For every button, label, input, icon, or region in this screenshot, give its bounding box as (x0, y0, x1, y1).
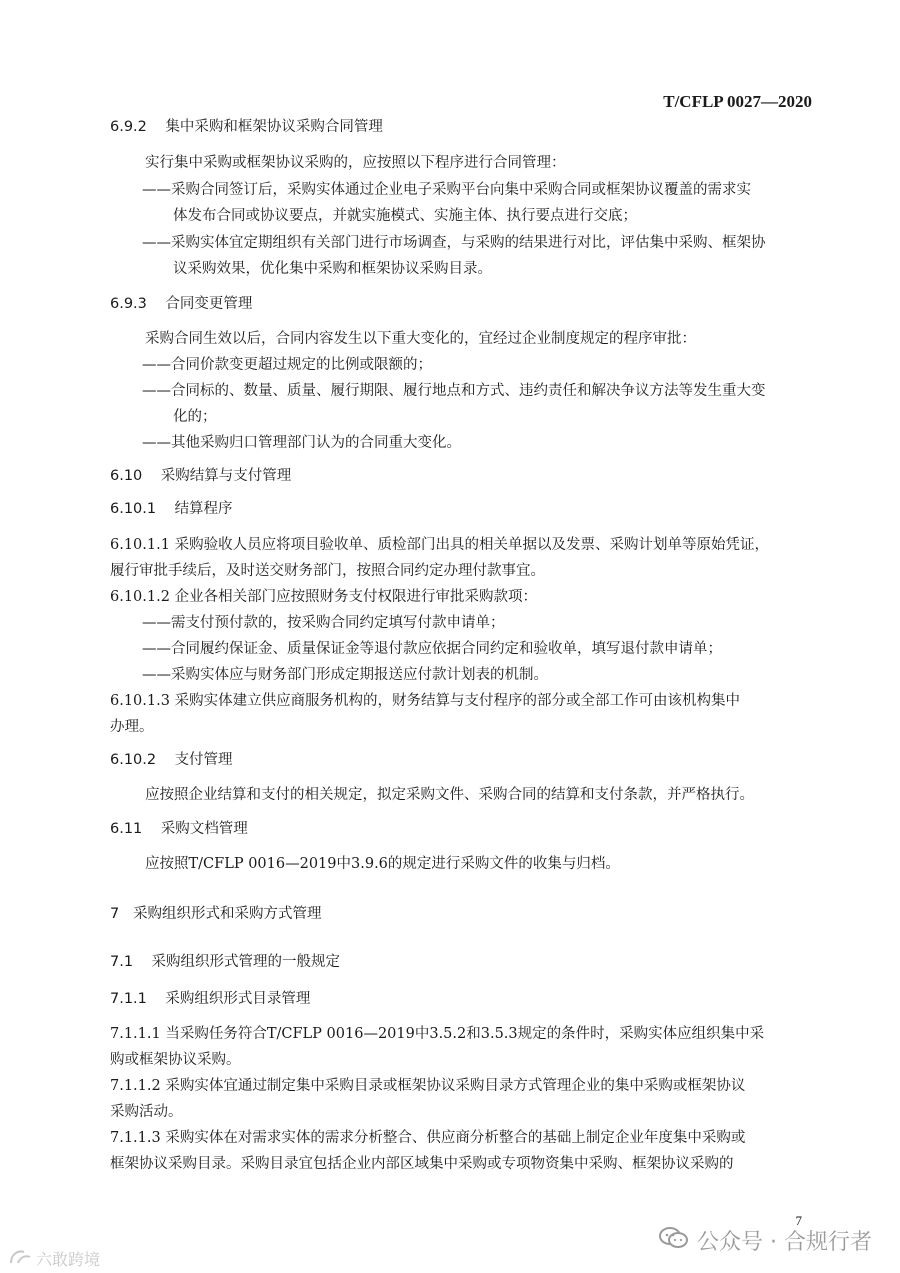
page-number: 7 (795, 1213, 802, 1228)
heading-6-10-1 (110, 497, 233, 518)
heading-6-9-2 (110, 115, 383, 136)
heading-text: 支付管理 (174, 752, 233, 768)
paragraph: 实行集中采购或框架协议采购的，应按照以下程序进行合同管理： (145, 155, 566, 171)
list-item: ——合同价款变更超过规定的比例或限额的； (142, 357, 432, 373)
list-item-continuation: 体发布合同或协议要点，并就实施模式、实施主体、执行要点进行交底； (173, 208, 637, 224)
clause: 7.1.1.2 采购实体宜通过制定集中采购目录或框架协议采购目录方式管理企业的集中采购或框架协议 (110, 1078, 746, 1094)
clause-continuation: 履行审批手续后，及时送交财务部门，按照合同约定办理付款事宜。 (110, 563, 545, 579)
clause: 6.10.1.1 采购验收人员应将项目验收单、质检部门出具的相关单据以及发票、采购计划单等原始凭证， (110, 537, 770, 553)
clause: 7.1.1.3 采购实体在对需求实体的需求分析整合、供应商分析整合的基础上制定企业年度集中采购或 (110, 1130, 746, 1146)
heading-6-10-2 (110, 748, 233, 769)
logo-mark-icon (8, 1248, 32, 1270)
clause: 6.10.1.2 企业各相关部门应按照财务支付权限进行审批采购款项： (110, 589, 538, 605)
clause-continuation: 办理。 (110, 719, 154, 735)
clause: 7.1.1.1 当采购任务符合T/CFLP 0016—2019中3.5.2和3.5.3规定的条件时，采购实体应组织集中采 (110, 1026, 765, 1042)
clause: 6.10.1.3 采购实体建立供应商服务机构的，财务结算与支付程序的部分或全部工作可由该机构集中 (110, 693, 741, 709)
heading-number: 6.9.3 (110, 296, 147, 312)
paragraph: 应按照企业结算和支付的相关规定，拟定采购文件、采购合同的结算和支付条款，并严格执行。 (145, 787, 754, 803)
heading-7-1 (110, 950, 340, 971)
heading-7-1-1 (110, 987, 310, 1008)
standard-number: T/CFLP 0027—2020 (663, 92, 812, 111)
list-item: ——其他采购归口管理部门认为的合同重大变化。 (142, 435, 461, 451)
heading-number: 6.10 (110, 468, 143, 484)
heading-number: 6.10.1 (110, 501, 157, 517)
heading-6-10 (110, 464, 291, 485)
watermark-right (659, 1225, 872, 1256)
heading-number: 7.1 (110, 954, 134, 970)
heading-text: 采购结算与支付管理 (160, 468, 292, 484)
clause-continuation: 框架协议采购目录。采购目录宜包括企业内部区域集中采购或专项物资集中采购、框架协议采购的 (110, 1156, 734, 1172)
clause-continuation: 购或框架协议采购。 (110, 1052, 241, 1068)
list-item-continuation: 化的； (173, 409, 217, 425)
list-item-continuation: 议采购效果，优化集中采购和框架协议采购目录。 (173, 261, 492, 277)
heading-6-9-3 (110, 292, 252, 313)
wechat-icon (659, 1226, 689, 1256)
watermark-text: 公众号 · 合规行者 (697, 1230, 872, 1255)
heading-number: 6.9.2 (110, 119, 147, 135)
heading-number: 6.11 (110, 821, 143, 837)
heading-6-11 (110, 817, 248, 838)
heading-text: 结算程序 (174, 501, 233, 517)
heading-number: 7.1.1 (110, 991, 147, 1007)
heading-text: 合同变更管理 (165, 296, 253, 312)
list-item: ——合同标的、数量、质量、履行期限、履行地点和方式、违约责任和解决争议方法等发生重大变 (142, 383, 766, 399)
paragraph: 应按照T/CFLP 0016—2019中3.9.6的规定进行采购文件的收集与归档。 (145, 856, 620, 872)
heading-text: 集中采购和框架协议采购合同管理 (165, 119, 383, 135)
list-item: ——采购实体应与财务部门形成定期报送应付款计划表的机制。 (142, 667, 548, 683)
watermark-text: 六敢跨境 (36, 1250, 101, 1269)
list-item: ——合同履约保证金、质量保证金等退付款应依据合同约定和验收单，填写退付款申请单； (142, 641, 722, 657)
list-item: ——采购实体宜定期组织有关部门进行市场调查，与采购的结果进行对比，评估集中采购、框架协 (142, 235, 766, 251)
heading-text: 采购组织形式管理的一般规定 (151, 954, 340, 970)
list-item: ——采购合同签订后，采购实体通过企业电子采购平台向集中采购合同或框架协议覆盖的需求实 (142, 182, 751, 198)
heading-number: 6.10.2 (110, 752, 157, 768)
heading-text: 采购组织形式目录管理 (165, 991, 311, 1007)
heading-7 (110, 902, 322, 923)
watermark-left (8, 1247, 100, 1270)
heading-number: 7 (110, 906, 120, 922)
heading-text: 采购文档管理 (160, 821, 248, 837)
paragraph: 采购合同生效以后，合同内容发生以下重大变化的，宜经过企业制度规定的程序审批： (145, 331, 696, 347)
clause-continuation: 采购活动。 (110, 1104, 183, 1120)
heading-text: 采购组织形式和采购方式管理 (133, 906, 322, 922)
list-item: ——需支付预付款的，按采购合同约定填写付款申请单； (142, 615, 505, 631)
